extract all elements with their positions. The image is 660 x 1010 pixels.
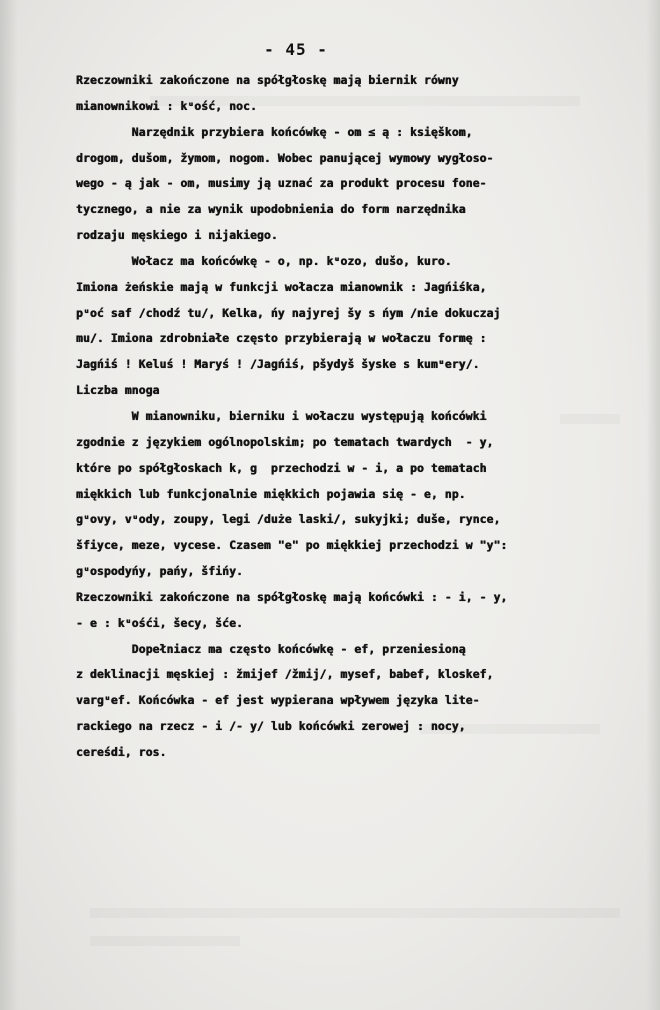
text-line: Narzędnik przybiera końcówkę - om ≤ ą : księškom, (76, 124, 473, 139)
text-line: rackiego na rzecz - i /- y/ lub końcówki zerowej : nocy, (76, 719, 466, 734)
text-line: które po spółgłoskach k, g przechodzi w - i, a po tematach (76, 460, 487, 475)
section-heading: Liczba mnoga (76, 383, 160, 398)
text-line: pᵘoć saf /chodź tu/, Kelka, ńy najyrej šy s ńym /nie dokuczaj (76, 305, 501, 320)
text-line: gᵘovy, vᵘody, zoupy, legi /duże laski/, sukyjki; duše, rynce, (76, 512, 501, 527)
text-line: rodzaju męskiego i nijakiego. (76, 228, 278, 243)
text-line: drogom, dušom, žymom, nogom. Wobec panującej wymowy wygłoso- (76, 150, 494, 165)
text-line: vargᵘef. Końcówka - ef jest wypierana wpływem języka lite- (76, 693, 480, 708)
text-line: zgodnie z językiem ogólnopolskim; po tematach twardych - y, (76, 434, 494, 449)
text-line: W mianowniku, bierniku i wołaczu występują końcówki (76, 408, 487, 423)
text-line: mu/. Imiona zdrobniałe często przybierają w wołaczu formę : (76, 331, 487, 346)
bleed-through-mark (90, 936, 240, 946)
body-text (76, 68, 628, 766)
text-line: Wołacz ma końcówkę - o, np. kᵘozo, dušo, kuro. (76, 253, 452, 268)
text-line: z deklinacji męskiej : žmijef /žmij/, mysef, babef, kloskef, (76, 667, 494, 682)
text-line: tycznego, a nie za wynik upodobnienia do form narzędnika (76, 202, 466, 217)
text-line: miękkich lub funkcjonalnie miękkich pojawia się - e, np. (76, 486, 466, 501)
page-number: - 45 - (264, 40, 328, 59)
page-shadow-right (646, 0, 660, 1010)
text-line: Rzeczowniki zakończone na spółgłoskę mają końcówki : - i, - y, (76, 589, 508, 604)
bleed-through-mark (90, 908, 620, 918)
text-line: šfiyce, meze, vycese. Czasem "e" po miękkiej przechodzi w "y": (76, 538, 508, 553)
text-line: Imiona żeńskie mają w funkcji wołacza mianownik : Jagńiśka, (76, 279, 487, 294)
text-line: cereśdi, ros. (76, 744, 167, 759)
text-line: mianownikowi : kᵘość, noc. (76, 98, 257, 113)
text-line: Dopełniacz ma często końcówkę - ef, przeniesioną (76, 641, 466, 656)
text-line: - e : kᵘośći, šecy, šće. (76, 615, 243, 630)
text-line: gᵘospodyńy, pańy, šfińy. (76, 564, 243, 579)
text-line: Rzeczowniki zakończone na spółgłoskę mają biernik równy (76, 73, 459, 87)
text-line: Jagńiś ! Keluś ! Maryś ! /Jagńiś, pšydyš šyske s kumᵘery/. (76, 357, 480, 372)
text-line: wego - ą jak - om, musimy ją uznać za produkt procesu fone- (76, 176, 487, 191)
page-shadow-left (0, 0, 18, 1010)
